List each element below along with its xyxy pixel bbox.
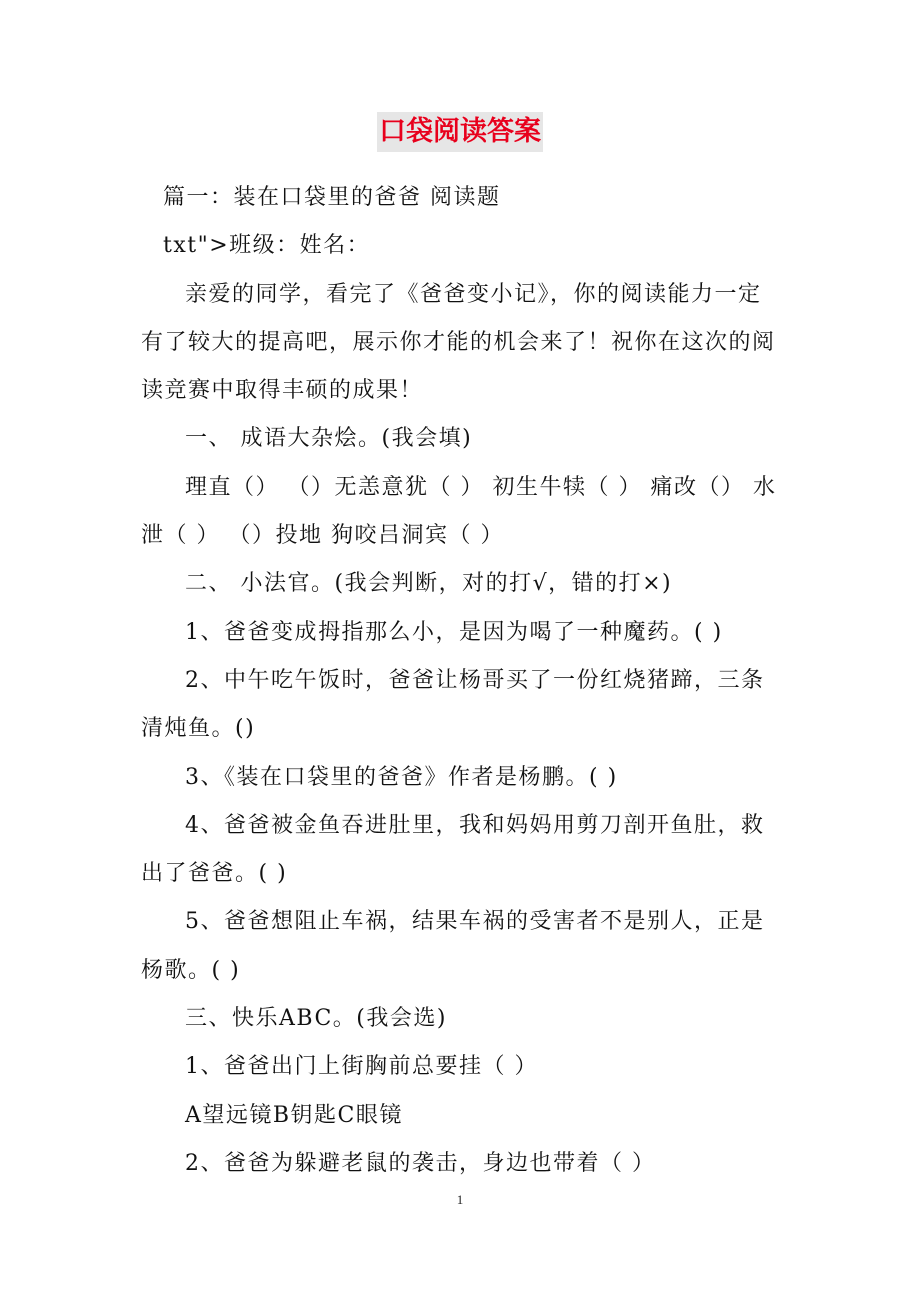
choice-options-1: A望远镜B钥匙C眼镜 [185,1102,403,1128]
document-title: 口袋阅读答案 [377,112,543,152]
choice-question-1: 1、爸爸出门上街胸前总要挂（ ） [185,1054,538,1080]
judge-question-5: 5、爸爸想阻止车祸，结果车祸的受害者不是别人，正是杨歌。( ) [141,909,765,983]
part-two-heading: 二、 小法官。(我会判断，对的打√，错的打×) [185,571,673,597]
part-three-heading: 三、快乐ABC。(我会选) [185,1006,447,1032]
page-number: 1 [456,1192,464,1207]
choice-question-2: 2、爸爸为躲避老鼠的袭击，身边也带着（ ） [185,1150,656,1176]
part-one-heading: 一、 成语大杂烩。(我会填) [185,426,473,452]
judge-question-2: 2、中午吃午饭时，爸爸让杨哥买了一份红烧猪蹄，三条清炖鱼。() [141,667,765,742]
idiom-fill-blanks: 理直（） （）无恙意犹（ ） 初生牛犊（ ） 痛改（） 水泄（ ） （）投地 狗咬吕洞宾（ ） [141,474,777,549]
judge-question-4: 4、爸爸被金鱼吞进肚里，我和妈妈用剪刀剖开鱼肚，救出了爸爸。( ) [141,812,765,887]
judge-question-1: 1、爸爸变成拇指那么小，是因为喝了一种魔药。( ) [185,619,723,645]
section-heading-1: 篇一：装在口袋里的爸爸 阅读题 [163,185,501,210]
judge-question-3: 3、《装在口袋里的爸爸》作者是杨鹏。( ) [185,764,618,790]
title-container [0,112,920,152]
intro-paragraph: 亲爱的同学，看完了《爸爸变小记》，你的阅读能力一定有了较大的提高吧，展示你才能的机会来了！祝你在这次的阅读竞赛中取得丰硕的成果！ [141,281,776,404]
class-name-line: txt">班级：姓名： [163,233,371,259]
document-body [141,174,781,1188]
